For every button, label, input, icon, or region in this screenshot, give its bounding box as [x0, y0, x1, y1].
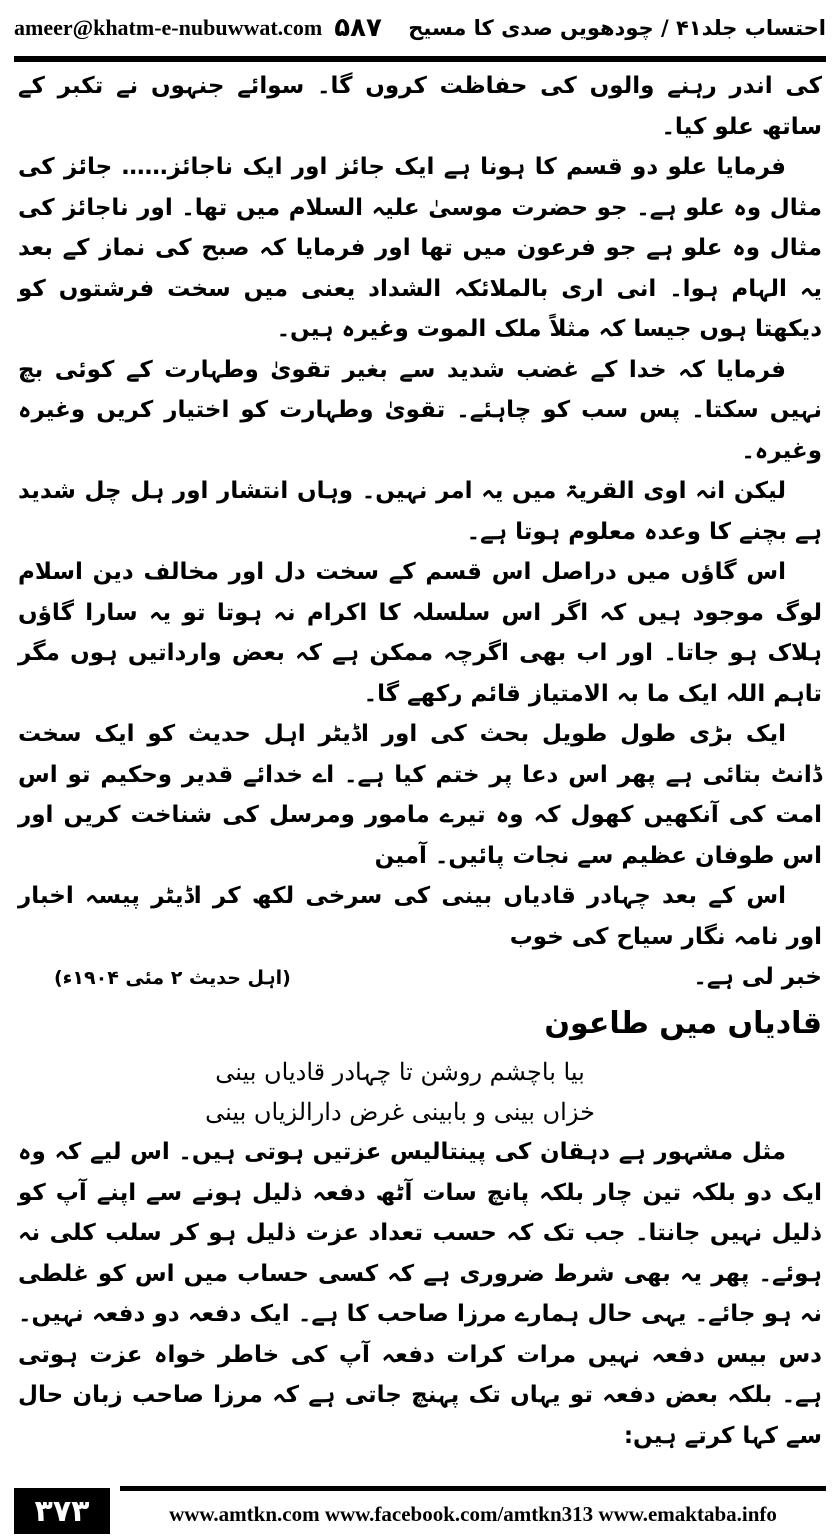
footer-links: www.amtkn.com www.facebook.com/amtkn313 www.emaktaba.info: [169, 1501, 777, 1526]
paragraph: لیکن انہ اوی القریۃ میں یہ امر نہیں۔ وہاں انتشار اور ہل چل شدید ہے بچنے کا وعدہ معلوم ہوتا ہے۔: [18, 478, 822, 545]
paragraph: کی اندر رہنے والوں کی حفاظت کروں گا۔ سوائے جنہوں نے تکبر کے ساتھ علو کیا۔: [18, 73, 822, 140]
header-left: [14, 13, 382, 43]
header-email: ameer@khatm-e-nubuwwat.com: [14, 15, 323, 40]
section-heading: قادیاں میں طاعون: [544, 1006, 822, 1041]
header-page-number: ۵۸۷: [334, 13, 382, 43]
verse-line: خزاں بینی و بابینی غرض دارالزیاں بینی: [205, 1098, 595, 1126]
closing-paragraph: مثل مشہور ہے دہقان کی پینتالیس عزتیں ہوتی ہیں۔ اس لیے کہ وہ ایک دو بلکہ تین چار بلکہ پانچ سات آٹھ دفعہ ذلیل ہونے سے اپنے آپ کو ذلیل نہیں جانتا۔ جب تک کہ حسب تعداد عزت ذلیل ہو کر سلب کلی نہ ہوئے۔ پھر یہ بھی شرط ضروری ہے کہ کسی حساب میں اس کو غلطی نہ ہو جائے۔ یہی حال ہمارے مرزا صاحب کا ہے۔ ایک دفعہ دو دفعہ نہیں۔ دس بیس دفعہ نہیں مرات کرات دفعہ آپ کی خاطر خواہ عزت ہوتی ہے۔ بلکہ بعض دفعہ تو یہاں تک پہنچ جاتی ہے کہ مرزا صاحب زبان حال سے کہا کرتے ہیں:: [18, 1139, 822, 1449]
footer-rule: [120, 1486, 826, 1491]
header-book-title: احتساب جلد۴۱ / چودھویں صدی کا مسیح: [408, 16, 826, 40]
citation: (اہل حدیث ۲ مئی ۱۹۰۴ء): [54, 967, 291, 989]
paragraph: فرمایا علو دو قسم کا ہونا ہے ایک جائز اور ایک ناجائز…… جائز کی مثال وہ علو ہے۔ جو حضرت موسیٰ علیہ السلام میں تھا۔ اور ناجائز کی مثال وہ علو ہے جو فرعون میں تھا اور فرمایا کہ صبح کی نماز کے بعد یہ الہام ہوا۔ انی اری بالملائکہ الشداد یعنی میں سخت فرشتوں کو دیکھتا ہوں جیسا کہ مثلاً ملک الموت وغیرہ ہیں۔: [18, 154, 822, 342]
header-rule: [14, 56, 826, 62]
paragraph: اس گاؤں میں دراصل اس قسم کے سخت دل اور مخالف دین اسلام لوگ موجود ہیں کہ اگر اس سلسلہ کا اکرام نہ ہوتا تو یہ سارا گاؤں ہلاک ہو جاتا۔ اور اب بھی اگرچہ ممکن ہے کہ بعض وارداتیں ہوں مگر تاہم اللہ ایک ما بہ الامتیاز قائم رکھے گا۔: [18, 559, 822, 707]
paragraph: ایک بڑی طول طویل بحث کی اور اڈیٹر اہل حدیث کو ایک سخت ڈانٹ بتائی ہے پھر اس دعا پر ختم کیا ہے۔ اے خدائے قدیر وحکیم تو اس امت کی آنکھیں کھول کہ وہ تیرے مامور ومرسل کی شناخت کریں اور اس طوفان عظیم سے نجات پائیں۔ آمین: [18, 721, 822, 869]
paragraph: فرمایا کہ خدا کے غضب شدید سے بغیر تقویٰ وطہارت کے کوئی بچ نہیں سکتا۔ پس سب کو چاہئے۔ تقویٰ وطہارت کو اختیار کریں وغیرہ وغیرہ۔: [18, 356, 822, 464]
verse-line: بیا باچشم روشن تا چہادر قادیاں بینی: [215, 1058, 585, 1086]
page-body: [18, 66, 822, 1466]
paragraph: اس کے بعد چہادر قادیاں بینی کی سرخی لکھ کر اڈیٹر پیسہ اخبار اور نامہ نگار سیاح کی خوب: [18, 883, 822, 950]
reference-text: خبر لی ہے۔: [693, 964, 822, 990]
footer-page-number: ۳۷۳: [14, 1488, 110, 1534]
page-header: [14, 6, 826, 50]
reference-line: [18, 957, 822, 998]
